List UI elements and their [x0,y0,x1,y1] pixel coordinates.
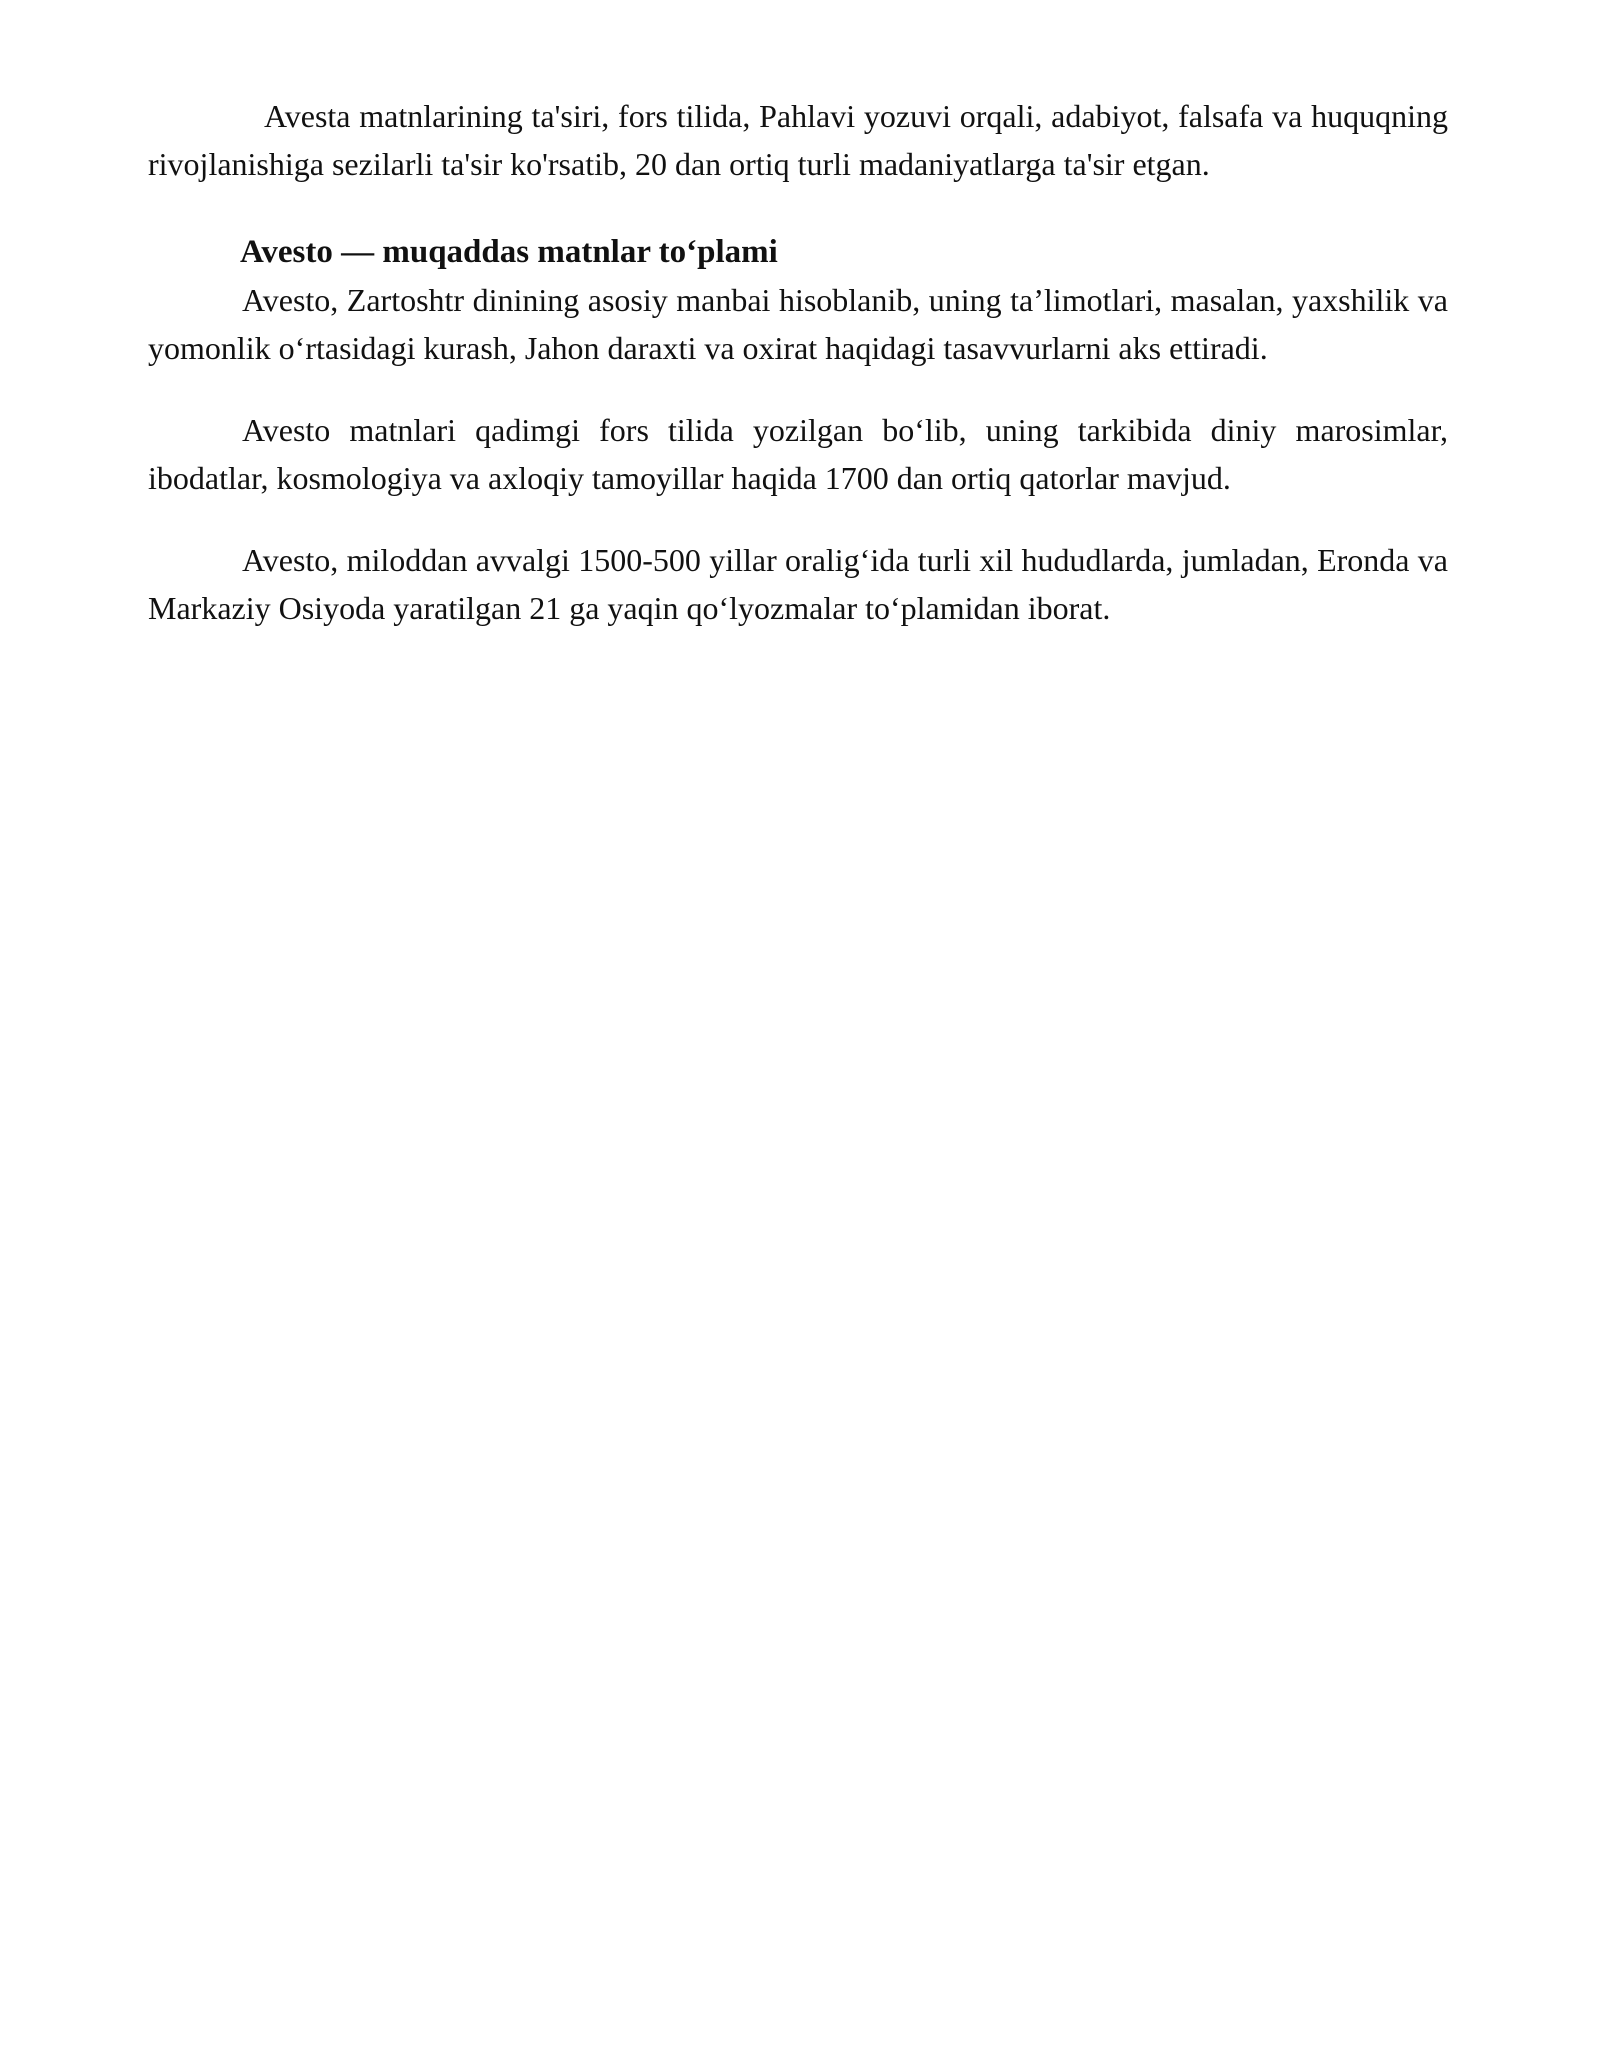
paragraph-avesto-source: Avesto, Zartoshtr dinining asosiy manbai hisoblanib, uning ta’limotlari, masalan, yaxshilik va yomonlik o‘rtasidagi kurash, Jahon daraxti va oxirat haqidagi tasavvurlarni aks ettiradi. [148,282,1448,366]
paragraph-avesto-language: Avesto matnlari qadimgi fors tilida yozilgan bo‘lib, uning tarkibida diniy marosimlar, ibodatlar, kosmologiya va axloqiy tamoyillar haqida 1700 dan ortiq qatorlar mavjud. [148,412,1448,496]
paragraph-avesto-manuscripts: Avesto, miloddan avvalgi 1500-500 yillar oralig‘ida turli xil hududlarda, jumladan, Eronda va Markaziy Osiyoda yaratilgan 21 ga yaqin qo‘lyozmalar to‘plamidan iborat. [148,542,1448,626]
section-heading: Avesto — muqaddas matnlar to‘plami [240,234,778,270]
document-page [148,92,1448,632]
paragraph-avesta-influence: Avesta matnlarining ta'siri, fors tilida, Pahlavi yozuvi orqali, adabiyot, falsafa va huquqning rivojlanishiga sezilarli ta'sir ko'rsatib, 20 dan ortiq turli madaniyatlarga ta'sir etgan. [148,98,1448,182]
